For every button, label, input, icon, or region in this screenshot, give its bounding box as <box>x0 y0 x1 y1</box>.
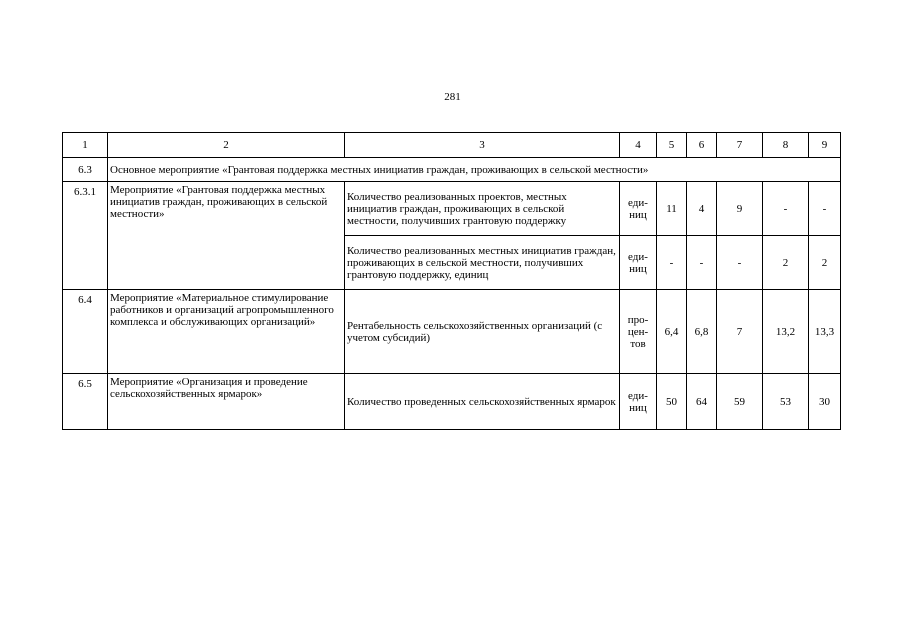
header-cell-4: 4 <box>620 133 657 158</box>
value-col-9: 30 <box>809 374 841 430</box>
header-cell-5: 5 <box>657 133 687 158</box>
value-col-9: 2 <box>809 236 841 290</box>
value-col-6: 6,8 <box>687 290 717 374</box>
indicator-text: Количество реализованных местных инициатив граждан, проживающих в сельской местности, получивших грантовую поддержку, единиц <box>345 236 620 290</box>
header-cell-3: 3 <box>345 133 620 158</box>
header-cell-7: 7 <box>717 133 763 158</box>
header-cell-8: 8 <box>763 133 809 158</box>
unit-cell: про- цен- тов <box>620 290 657 374</box>
row-number: 6.4 <box>63 290 108 374</box>
value-col-5: 11 <box>657 182 687 236</box>
unit-cell: еди- ниц <box>620 236 657 290</box>
unit-cell: еди- ниц <box>620 182 657 236</box>
table-row-6-4 <box>63 290 841 374</box>
header-cell-2: 2 <box>108 133 345 158</box>
page-number: 281 <box>444 91 461 103</box>
value-col-6: - <box>687 236 717 290</box>
value-col-7: 9 <box>717 182 763 236</box>
value-col-7: 59 <box>717 374 763 430</box>
value-col-6: 4 <box>687 182 717 236</box>
table-row-6-5 <box>63 374 841 430</box>
header-cell-1: 1 <box>63 133 108 158</box>
row-number: 6.3.1 <box>63 182 108 290</box>
value-col-7: - <box>717 236 763 290</box>
indicator-text: Количество проведенных сельскохозяйственных ярмарок <box>345 374 620 430</box>
measure-name: Мероприятие «Грантовая поддержка местных инициатив граждан, проживающих в сельской местности» <box>108 182 345 290</box>
table-row-6-3-1a <box>63 182 841 236</box>
value-col-8: 53 <box>763 374 809 430</box>
value-col-5: - <box>657 236 687 290</box>
section-number: 6.3 <box>63 158 108 182</box>
value-col-8: - <box>763 182 809 236</box>
value-col-7: 7 <box>717 290 763 374</box>
measure-name: Мероприятие «Материальное стимулирование работников и организаций агропромышленного комплекса и обслуживающих организаций» <box>108 290 345 374</box>
indicator-text: Рентабельность сельскохозяйственных организаций (с учетом субсидий) <box>345 290 620 374</box>
value-col-5: 50 <box>657 374 687 430</box>
indicator-text: Количество реализованных проектов, местных инициатив граждан, проживающих в сельской местности, получивших грантовую поддержку <box>345 182 620 236</box>
header-cell-9: 9 <box>809 133 841 158</box>
section-row-6-3 <box>63 158 841 182</box>
value-col-6: 64 <box>687 374 717 430</box>
value-col-5: 6,4 <box>657 290 687 374</box>
value-col-8: 2 <box>763 236 809 290</box>
unit-cell: еди- ниц <box>620 374 657 430</box>
value-col-9: 13,3 <box>809 290 841 374</box>
value-col-9: - <box>809 182 841 236</box>
header-cell-6: 6 <box>687 133 717 158</box>
header-row <box>63 133 841 158</box>
row-number: 6.5 <box>63 374 108 430</box>
measure-name: Мероприятие «Организация и проведение сельскохозяйственных ярмарок» <box>108 374 345 430</box>
data-table <box>62 132 841 430</box>
section-title: Основное мероприятие «Грантовая поддержка местных инициатив граждан, проживающих в сельской местности» <box>108 158 841 182</box>
value-col-8: 13,2 <box>763 290 809 374</box>
